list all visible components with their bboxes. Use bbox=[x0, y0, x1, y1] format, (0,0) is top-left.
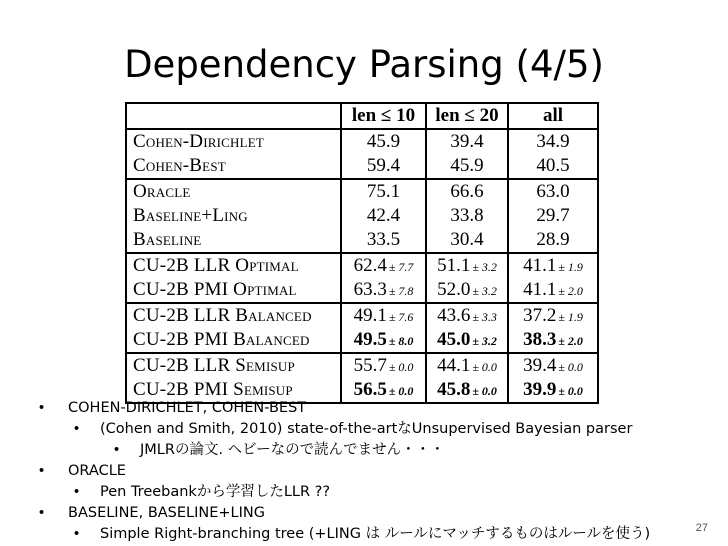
bullet-item bbox=[40, 482, 720, 503]
score-cell bbox=[508, 179, 598, 204]
results-table bbox=[125, 102, 599, 404]
score-stddev: ± 2.0 bbox=[558, 334, 583, 348]
score-value: 75.1 bbox=[366, 181, 401, 202]
score-cell bbox=[426, 129, 508, 154]
bullet-text: Pen Treebankから学習したLLR ?? bbox=[100, 484, 331, 500]
table-header-row bbox=[126, 103, 598, 129]
score-value: 28.9 bbox=[536, 229, 570, 250]
score-value: 45.9 bbox=[450, 155, 484, 176]
score-value: 44.1 bbox=[437, 355, 471, 376]
score-stddev: ± 7.6 bbox=[388, 310, 414, 324]
bullet-item bbox=[40, 461, 720, 482]
score-cell bbox=[426, 353, 508, 378]
method-label: Oracle bbox=[126, 179, 341, 204]
score-value: 40.5 bbox=[536, 155, 570, 176]
bullet-text: (Cohen and Smith, 2010) state-of-the-artなUnsupervised Bayesian parser bbox=[100, 421, 633, 437]
score-cell bbox=[341, 129, 426, 154]
score-value: 41.1 bbox=[523, 255, 557, 276]
score-value: 51.1 bbox=[437, 255, 471, 276]
score-value: 33.8 bbox=[450, 205, 484, 226]
score-stddev: ± 0.0 bbox=[472, 384, 497, 398]
score-stddev: ± 0.0 bbox=[388, 384, 414, 398]
table-row bbox=[126, 303, 598, 328]
table-header-cell: len ≤ 20 bbox=[426, 103, 508, 129]
bullet-dot-icon: • bbox=[39, 400, 45, 416]
score-value: 63.0 bbox=[536, 181, 570, 202]
table-header-cell: all bbox=[508, 103, 598, 129]
score-cell bbox=[508, 154, 598, 179]
table-row bbox=[126, 228, 598, 253]
score-stddev: ± 3.2 bbox=[472, 284, 497, 298]
table-row bbox=[126, 154, 598, 179]
score-stddev: ± 3.3 bbox=[472, 310, 497, 324]
score-value: 39.4 bbox=[523, 355, 557, 376]
score-value: 39.9 bbox=[523, 379, 557, 400]
table-row bbox=[126, 253, 598, 278]
score-stddev: ± 2.0 bbox=[558, 284, 583, 298]
score-value: 29.7 bbox=[536, 205, 570, 226]
results-table-container bbox=[125, 102, 597, 404]
score-value: 37.2 bbox=[523, 305, 557, 326]
score-stddev: ± 7.8 bbox=[388, 284, 414, 298]
score-value: 66.6 bbox=[450, 181, 484, 202]
score-stddev: ± 3.2 bbox=[472, 334, 497, 348]
method-label: Baseline bbox=[133, 229, 202, 250]
score-cell bbox=[341, 228, 426, 253]
score-stddev: ± 1.9 bbox=[558, 260, 583, 274]
score-value: 45.0 bbox=[437, 329, 471, 350]
table-row bbox=[126, 179, 598, 204]
score-cell bbox=[341, 303, 426, 328]
bullet-dot-icon: • bbox=[74, 526, 80, 542]
table-row bbox=[126, 129, 598, 154]
score-stddev: ± 0.0 bbox=[558, 384, 583, 398]
method-label: CU-2B PMI Optimal bbox=[133, 279, 297, 300]
score-cell bbox=[341, 328, 426, 353]
table-row bbox=[126, 204, 598, 228]
bullet-item bbox=[40, 398, 720, 419]
bullet-item bbox=[40, 524, 720, 545]
method-label: CU-2B LLR Semisup bbox=[126, 353, 341, 378]
score-cell bbox=[426, 204, 508, 228]
score-cell bbox=[426, 253, 508, 278]
score-value: 41.1 bbox=[523, 279, 557, 300]
bullet-item bbox=[40, 503, 720, 524]
bullet-item bbox=[40, 440, 720, 461]
score-cell bbox=[508, 129, 598, 154]
score-cell bbox=[508, 353, 598, 378]
score-cell bbox=[426, 179, 508, 204]
score-value: 55.7 bbox=[353, 355, 387, 376]
score-cell bbox=[426, 228, 508, 253]
score-cell bbox=[426, 303, 508, 328]
bullet-item bbox=[40, 419, 720, 440]
score-cell bbox=[341, 204, 426, 228]
score-value: 52.0 bbox=[437, 279, 471, 300]
score-cell bbox=[508, 328, 598, 353]
score-cell bbox=[341, 253, 426, 278]
score-value: 45.8 bbox=[437, 379, 471, 400]
bullet-dot-icon: • bbox=[39, 505, 45, 521]
score-value: 39.4 bbox=[450, 131, 484, 152]
method-label: Cohen-Best bbox=[133, 155, 226, 176]
score-cell bbox=[426, 328, 508, 353]
score-stddev: ± 8.0 bbox=[388, 334, 414, 348]
method-label: Cohen-Dirichlet bbox=[133, 131, 265, 152]
score-stddev: ± 0.0 bbox=[388, 360, 414, 374]
score-cell bbox=[341, 278, 426, 303]
score-stddev: ± 1.9 bbox=[558, 310, 583, 324]
score-cell bbox=[341, 154, 426, 179]
score-value: 30.4 bbox=[450, 229, 484, 250]
score-cell bbox=[341, 353, 426, 378]
table-row bbox=[126, 278, 598, 303]
bullet-dot-icon: • bbox=[114, 442, 120, 458]
method-label: CU-2B PMI Semisup bbox=[133, 379, 293, 400]
score-stddev: ± 0.0 bbox=[558, 360, 583, 374]
method-label: CU-2B LLR Optimal bbox=[126, 253, 341, 278]
score-value: 42.4 bbox=[366, 205, 401, 226]
table-header-cell bbox=[126, 103, 341, 129]
bullet-list bbox=[40, 398, 720, 545]
score-value: 49.1 bbox=[353, 305, 387, 326]
table-row bbox=[126, 353, 598, 378]
score-value: 49.5 bbox=[353, 329, 387, 350]
score-value: 56.5 bbox=[353, 379, 387, 400]
method-label: Baseline+Ling bbox=[133, 205, 248, 226]
method-label: CU-2B PMI Balanced bbox=[133, 329, 310, 350]
table-row bbox=[126, 328, 598, 353]
score-cell bbox=[508, 204, 598, 228]
bullet-dot-icon: • bbox=[74, 484, 80, 500]
score-value: 62.4 bbox=[353, 255, 387, 276]
score-value: 59.4 bbox=[366, 155, 401, 176]
score-value: 33.5 bbox=[366, 229, 401, 250]
score-cell bbox=[508, 228, 598, 253]
bullet-text: Simple Right-branching tree (+LING は ルールにマッチするものはルールを使う) bbox=[100, 526, 651, 542]
score-value: 38.3 bbox=[523, 329, 557, 350]
bullet-text: BASELINE, BASELINE+LING bbox=[68, 505, 265, 521]
bullet-text: ORACLE bbox=[68, 463, 126, 479]
slide-title: Dependency Parsing (4/5) bbox=[124, 43, 604, 86]
table-header-cell: len ≤ 10 bbox=[341, 103, 426, 129]
bullet-text: JMLRの論文. ヘビーなので読んでません・・・ bbox=[140, 442, 445, 458]
score-cell bbox=[508, 303, 598, 328]
score-stddev: ± 0.0 bbox=[472, 360, 497, 374]
bullet-dot-icon: • bbox=[39, 463, 45, 479]
table-body bbox=[126, 129, 598, 403]
score-value: 43.6 bbox=[437, 305, 471, 326]
score-cell bbox=[508, 278, 598, 303]
score-value: 34.9 bbox=[536, 131, 570, 152]
score-value: 63.3 bbox=[353, 279, 387, 300]
method-label: CU-2B LLR Balanced bbox=[126, 303, 341, 328]
bullet-dot-icon: • bbox=[74, 421, 80, 437]
score-cell bbox=[341, 179, 426, 204]
score-value: 45.9 bbox=[366, 131, 401, 152]
score-stddev: ± 7.7 bbox=[388, 260, 414, 274]
page-number: 27 bbox=[695, 522, 708, 534]
score-stddev: ± 3.2 bbox=[472, 260, 497, 274]
score-cell bbox=[508, 253, 598, 278]
score-cell bbox=[426, 154, 508, 179]
score-cell bbox=[426, 278, 508, 303]
bullet-text: COHEN-DIRICHLET, COHEN-BEST bbox=[68, 400, 307, 416]
